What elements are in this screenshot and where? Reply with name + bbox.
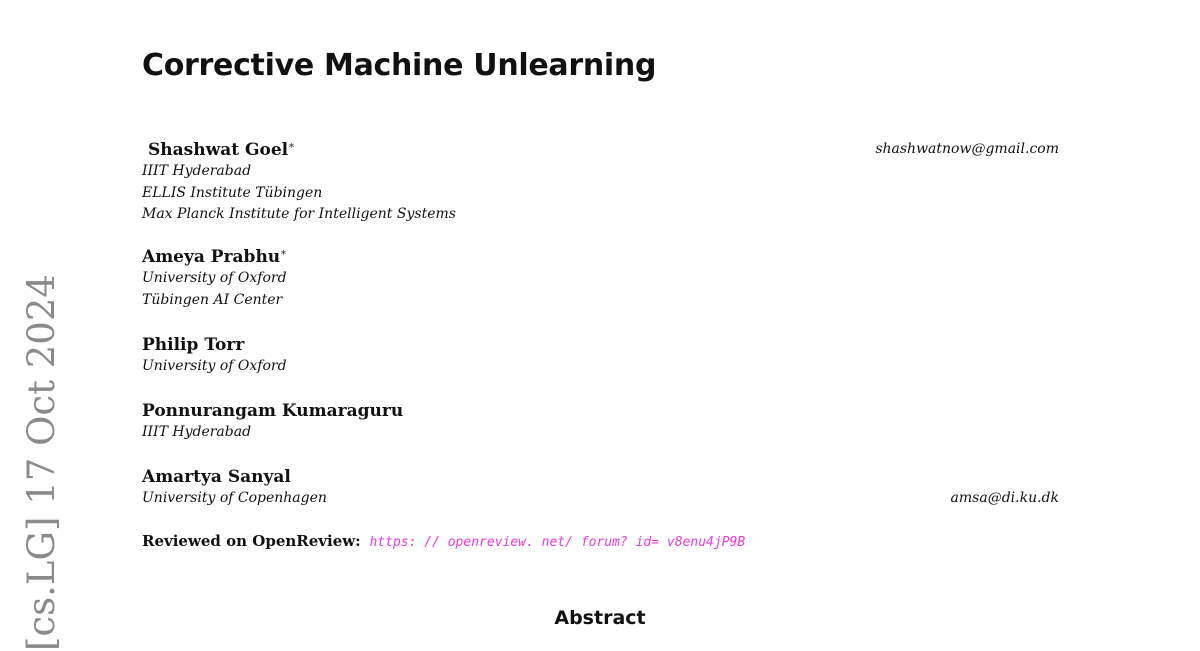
author-name [148, 139, 295, 161]
equal-contribution-mark: ∗ [280, 247, 287, 259]
affiliation: University of Oxford [142, 358, 287, 374]
affiliation: University of Oxford [142, 270, 287, 286]
author-name: Ponnurangam Kumaraguru [142, 401, 404, 421]
author-email-goel[interactable]: shashwatnow@gmail.com [875, 141, 1059, 157]
affiliation: ELLIS Institute Tübingen [142, 184, 323, 201]
affiliation: Max Planck Institute for Intelligent Systems [142, 206, 456, 222]
review-label: Reviewed on OpenReview: [142, 532, 361, 550]
author-name-text: Shashwat Goel [148, 140, 289, 160]
author-email-sanyal[interactable]: amsa@di.ku.dk [950, 490, 1059, 506]
author-name: Philip Torr [142, 335, 245, 355]
author-block-torr [142, 334, 287, 378]
affiliation: IIIT Hyderabad [142, 424, 252, 440]
abstract-heading: Abstract [554, 607, 646, 629]
affiliation: University of Copenhagen [142, 490, 327, 506]
equal-contribution-mark: ∗ [288, 140, 295, 152]
openreview-link[interactable]: https: // openreview. net/ forum? id= v8enu4jP9B [369, 535, 746, 550]
review-line [142, 532, 745, 550]
author-name: Amartya Sanyal [142, 467, 291, 487]
author-block-sanyal [142, 466, 327, 510]
paper-title: Corrective Machine Unlearning [142, 48, 657, 83]
affiliation: Tübingen AI Center [142, 291, 283, 308]
author-block-kumaraguru [142, 400, 403, 444]
affiliation: IIIT Hyderabad [142, 163, 252, 179]
author-name-text: Ameya Prabhu [142, 247, 281, 267]
author-block-goel [148, 139, 295, 161]
arxiv-stamp-text: [cs.LG] 17 Oct 2024 [20, 274, 63, 651]
author-name [142, 246, 287, 268]
author-block-prabhu [142, 246, 287, 311]
affiliations-goel [142, 161, 456, 226]
